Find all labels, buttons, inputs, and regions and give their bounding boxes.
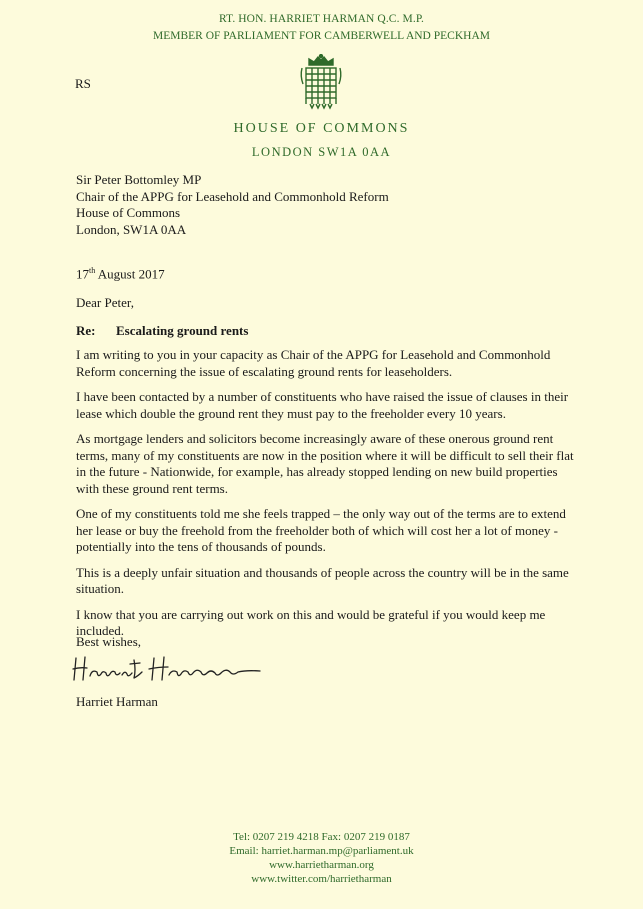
letterhead-footer bbox=[0, 830, 643, 886]
subject-label: Re: bbox=[76, 323, 96, 338]
letterhead-constituency: MEMBER OF PARLIAMENT FOR CAMBERWELL AND PECKHAM bbox=[153, 30, 490, 42]
date-rest: August 2017 bbox=[95, 266, 165, 282]
salutation: Dear Peter, bbox=[76, 295, 134, 310]
signoff: Best wishes, bbox=[76, 634, 141, 649]
addressee-line: Chair of the APPG for Leasehold and Commonhold Reform bbox=[76, 188, 389, 204]
house-of-commons-address: LONDON SW1A 0AA bbox=[251, 145, 392, 159]
addressee-line: House of Commons bbox=[76, 205, 180, 220]
reference-initials: RS bbox=[75, 76, 91, 91]
body-paragraph: One of my constituents told me she feels trapped – the only way out of the terms are to extend her lease or buy the freehold from the freeholder both of which will cost her a lot of money - potentially into the tens of thousands of pounds. bbox=[76, 506, 566, 554]
footer-twitter[interactable]: www.twitter.com/harrietharman bbox=[251, 873, 392, 885]
body-paragraph: I know that you are carrying out work on this and would be grateful if you would keep me included. bbox=[76, 606, 546, 638]
footer-email[interactable]: Email: harriet.harman.mp@parliament.uk bbox=[229, 845, 414, 857]
footer-website[interactable]: www.harrietharman.org bbox=[269, 859, 374, 871]
date-suffix: th bbox=[89, 266, 96, 275]
date-day: 17 bbox=[76, 266, 89, 282]
body-paragraph: I have been contacted by a number of constituents who have raised the issue of clauses in their lease which double the ground rent they must pay to the freeholder every 10 years. bbox=[76, 389, 569, 421]
portcullis-icon bbox=[296, 54, 346, 110]
letter-body bbox=[76, 347, 576, 649]
letterhead-mp-name: RT. HON. HARRIET HARMAN Q.C. M.P. bbox=[218, 13, 425, 25]
body-paragraph: This is a deeply unfair situation and thousands of people across the country will be in the same situation. bbox=[76, 564, 569, 596]
body-paragraph: As mortgage lenders and solicitors become increasingly aware of these onerous ground rent terms, many of my constituents are now in the position where it will be difficult to sell their flat in the future - Nationwide, for example, has already stopped lending on new build properties with these ground rent terms. bbox=[76, 431, 574, 496]
addressee-line: Sir Peter Bottomley MP bbox=[76, 172, 202, 187]
footer-phone-fax: Tel: 0207 219 4218 Fax: 0207 219 0187 bbox=[233, 831, 410, 843]
handwritten-signature bbox=[70, 652, 280, 684]
addressee-line: London, SW1A 0AA bbox=[76, 221, 187, 237]
house-of-commons-heading: HOUSE OF COMMONS bbox=[233, 121, 410, 136]
body-paragraph: I am writing to you in your capacity as Chair of the APPG for Leasehold and Commonhold Reform concerning the issue of escalating ground rents for leaseholders. bbox=[76, 347, 551, 379]
signatory-name: Harriet Harman bbox=[76, 694, 158, 709]
subject-text: Escalating ground rents bbox=[116, 323, 249, 338]
letter-date bbox=[76, 266, 165, 282]
subject-line bbox=[76, 323, 249, 339]
addressee-block bbox=[76, 172, 389, 238]
